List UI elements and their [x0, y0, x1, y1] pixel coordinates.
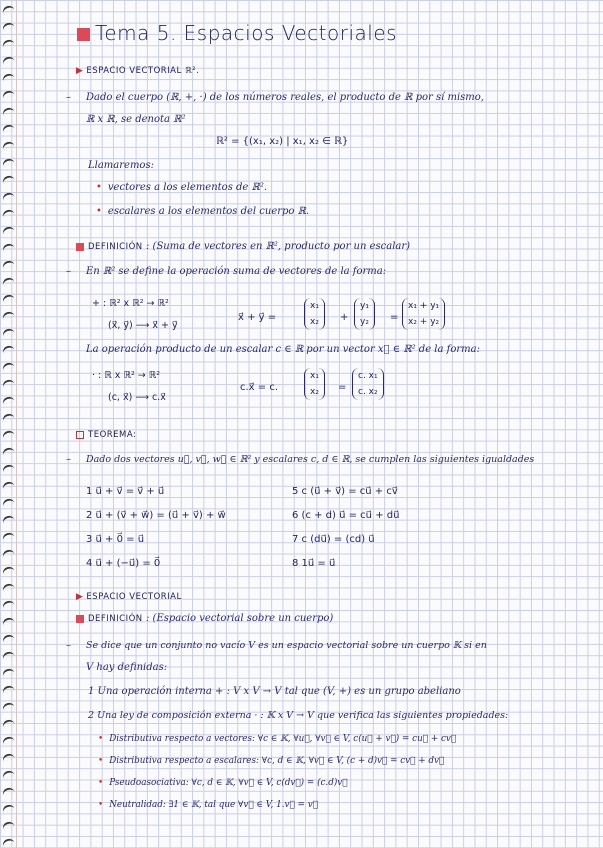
- sub-property-2: [98, 756, 444, 766]
- sum-operation: + : ℝ² x ℝ² → ℝ²: [92, 298, 169, 309]
- sub-property-text: Distributiva respecto a vectores: ∀c ∈ 𝕂, ∀u⃗, ∀v⃗ ∈ V, c(u⃗ + v⃗) = cu⃗ + cv⃗: [109, 734, 457, 744]
- vector-y-matrix: [354, 298, 375, 330]
- sub-property-text: Pseudoasociativa: ∀c, d ∈ 𝕂, ∀v⃗ ∈ V, c(dv⃗) = (c.d)v⃗: [109, 778, 348, 788]
- sub-property-4: [98, 800, 318, 810]
- section-heading-text: ESPACIO VECTORIAL: [86, 592, 182, 602]
- sum-equation-lhs: x⃗ + y⃗ =: [238, 312, 277, 323]
- bullet-vectores: [96, 182, 267, 193]
- title-marker: [77, 28, 90, 41]
- square-marker-icon: [76, 243, 84, 251]
- dash-icon: –: [66, 92, 71, 103]
- scalar-mapping: (c, x⃗) ⟶ c.x⃗: [108, 392, 166, 403]
- property-3: 3 u⃗ + 0⃗ = u⃗: [86, 534, 145, 545]
- property-4: 4 u⃗ + (−u⃗) = 0⃗: [86, 558, 161, 569]
- dot-bullet-icon: •: [98, 756, 104, 766]
- dot-bullet-icon: •: [98, 800, 104, 810]
- theorem-text: Dado dos vectores u⃗, v⃗, w⃗ ∈ ℝ² y escalares c, d ∈ ℝ, se cumplen las siguientes igualdades: [86, 454, 535, 465]
- definition-item-1: 1 Una operación interna + : V x V → V tal que (V, +) es un grupo abeliano: [88, 686, 461, 697]
- plus-sign: +: [340, 312, 349, 323]
- matrix-entry: x₁: [310, 301, 319, 311]
- definition-text-2a: Se dice que un conjunto no vacío V es un espacio vectorial sobre un cuerpo 𝕂 si en: [86, 640, 487, 651]
- vector-sum-matrix: [402, 298, 445, 330]
- scalar-equation-lhs: c.x⃗ = c.: [240, 382, 279, 393]
- equals-sign: =: [390, 312, 399, 323]
- sub-property-text: Distributiva respecto a escalares: ∀c, d ∈ 𝕂, ∀v⃗ ∈ V, (c + d)v⃗ = cv⃗ + dv⃗: [109, 756, 445, 766]
- dot-bullet-icon: •: [98, 734, 104, 744]
- square-marker-icon: [76, 615, 84, 623]
- definition-text-2b: V hay definidas:: [86, 662, 168, 673]
- dot-bullet-icon: •: [96, 182, 102, 193]
- property-5: 5 c (u⃗ + v⃗) = cu⃗ + cv⃗: [292, 486, 398, 497]
- bullet-escalares: [96, 206, 309, 217]
- property-6: 6 (c + d) u⃗ = cu⃗ + du⃗: [292, 510, 400, 521]
- matrix-entry: x₂: [310, 317, 319, 327]
- property-8: 8 1u⃗ = u⃗: [292, 558, 336, 569]
- sub-property-text: Neutralidad: ∃1 ∈ 𝕂, tal que ∀v⃗ ∈ V, 1.v⃗ = v⃗: [109, 800, 318, 810]
- vector-x-matrix: [304, 298, 325, 330]
- definition-heading-2: [76, 614, 143, 624]
- section-heading-ev: [76, 592, 182, 602]
- sub-property-1: [98, 734, 456, 744]
- matrix-entry: c. x₂: [358, 387, 378, 397]
- triangle-bullet-icon: ▶: [76, 592, 84, 602]
- matrix-entry: x₁ + y₁: [408, 301, 440, 311]
- sub-property-3: [98, 778, 348, 788]
- dash-icon: –: [66, 640, 71, 651]
- scalar-product-text: La operación producto de un escalar c ∈ ℝ por un vector x⃗ ∈ ℝ² de la forma:: [86, 344, 480, 355]
- matrix-entry: x₂ + y₂: [408, 317, 440, 327]
- r2-text-line1: Dado el cuerpo (ℝ, +, ·) de los números reales, el producto de ℝ por sí mismo,: [86, 92, 484, 103]
- dot-bullet-icon: •: [98, 778, 104, 788]
- matrix-entry: y₁: [360, 301, 369, 311]
- scalar-operation: · : ℝ x ℝ² → ℝ²: [92, 370, 161, 381]
- definition-heading-1: [76, 242, 143, 252]
- property-7: 7 c (du⃗) = (cd) u⃗: [292, 534, 375, 545]
- r2-set-definition: ℝ² = {(x₁, x₂) | x₁, x₂ ∈ ℝ}: [216, 136, 349, 147]
- r2-text-line2: ℝ x ℝ, se denota ℝ²: [86, 114, 186, 125]
- property-2: 2 u⃗ + (v⃗ + w⃗) = (u⃗ + v⃗) + w⃗: [86, 510, 226, 521]
- definition-label: DEFINICIÓN: [88, 614, 143, 624]
- vector-scaled-matrix: [352, 368, 384, 400]
- property-1: 1 u⃗ + v⃗ = v⃗ + u⃗: [86, 486, 165, 497]
- theorem-label: TEOREMA:: [88, 430, 137, 440]
- definition-note-2: : (Espacio vectorial sobre un cuerpo): [146, 613, 334, 624]
- dash-icon: –: [66, 454, 71, 465]
- theorem-heading: [76, 430, 136, 440]
- matrix-entry: c. x₁: [358, 371, 378, 381]
- matrix-entry: y₂: [360, 317, 369, 327]
- section-heading-r2: [76, 66, 199, 76]
- dot-bullet-icon: •: [96, 206, 102, 217]
- vector-x-matrix: [304, 368, 325, 400]
- page-title: Tema 5. Espacios Vectoriales: [95, 21, 398, 45]
- section-heading-text: ESPACIO VECTORIAL ℝ².: [86, 66, 200, 76]
- bullet-text: vectores a los elementos de ℝ².: [107, 182, 268, 193]
- dash-icon: –: [66, 266, 71, 277]
- definition-text-1: En ℝ² se define la operación suma de vectores de la forma:: [86, 266, 387, 277]
- triangle-bullet-icon: ▶: [76, 66, 84, 76]
- equals-sign: =: [338, 382, 347, 393]
- matrix-entry: x₁: [310, 371, 319, 381]
- sum-mapping: (x⃗, y⃗) ⟶ x⃗ + y⃗: [108, 320, 178, 331]
- definition-note-1: : (Suma de vectores en ℝ², producto por un escalar): [146, 241, 411, 252]
- llamaremos-text: Llamaremos:: [88, 160, 154, 171]
- definition-label: DEFINICIÓN: [88, 242, 143, 252]
- square-outline-icon: [76, 431, 84, 439]
- bullet-text: escalares a los elementos del cuerpo ℝ.: [107, 206, 310, 217]
- matrix-entry: x₂: [310, 387, 319, 397]
- definition-item-2: 2 Una ley de composición externa · : 𝕂 x V → V que verifica las siguientes propiedades:: [88, 710, 509, 721]
